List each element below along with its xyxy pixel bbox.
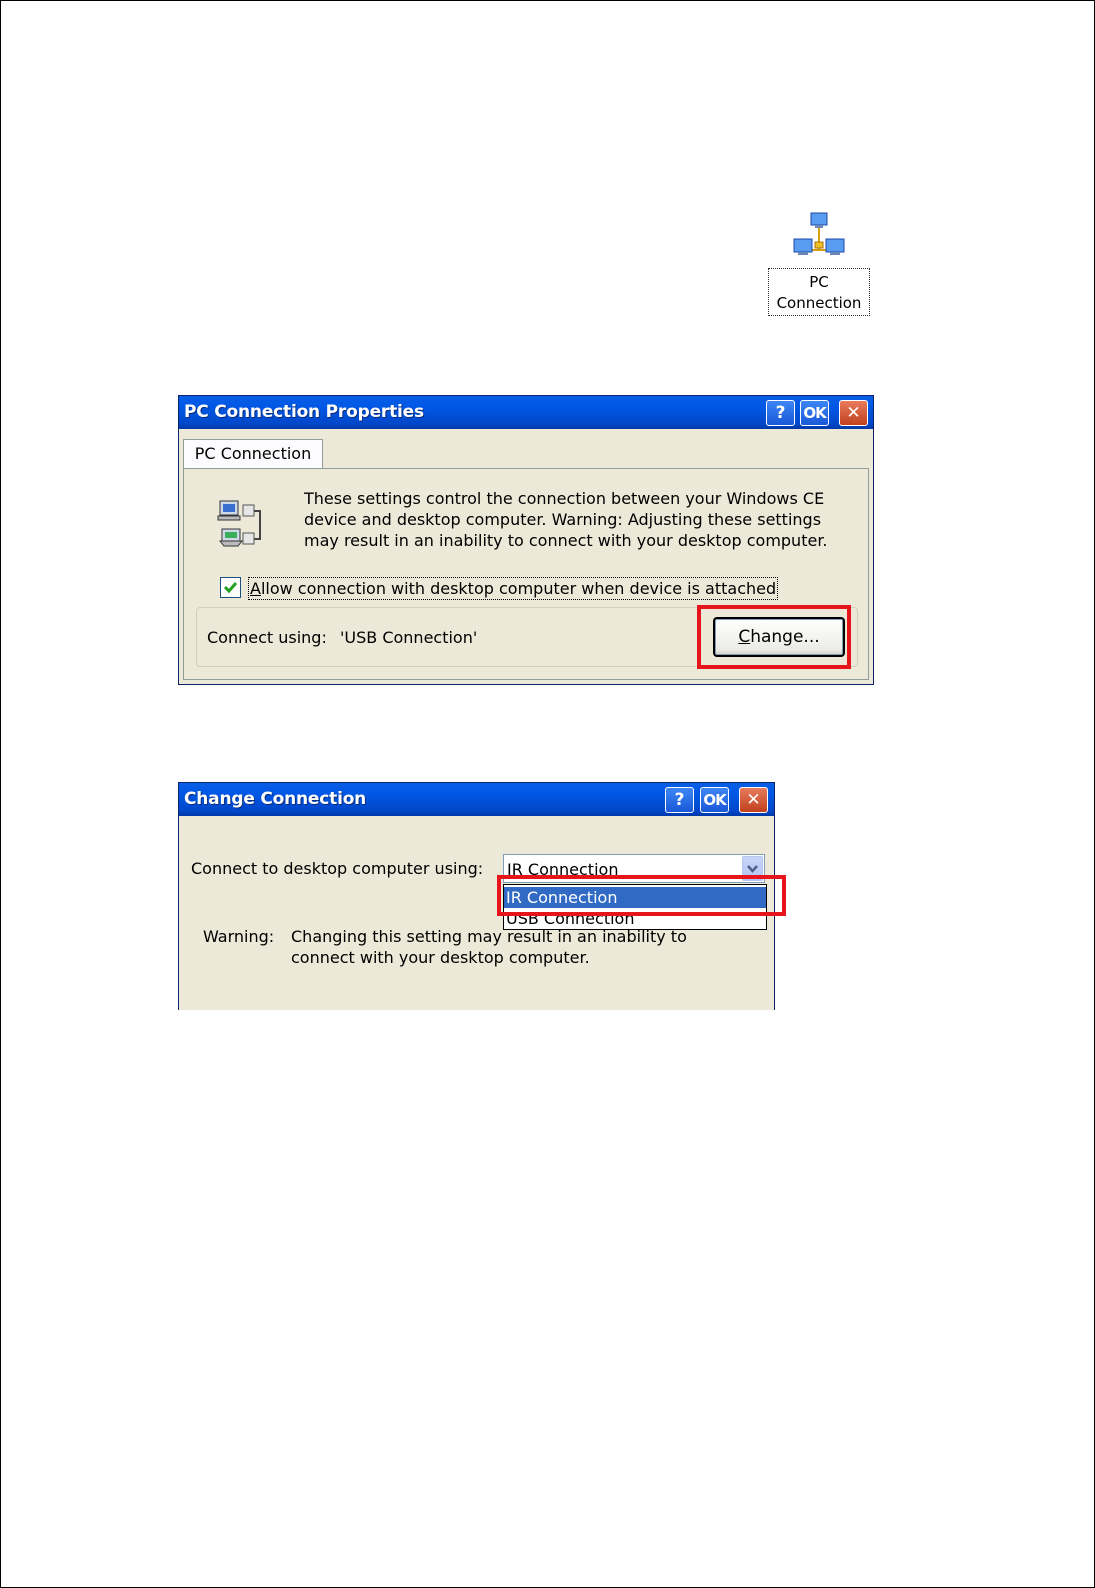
- help-button[interactable]: ?: [766, 400, 795, 426]
- window-title: Change Connection: [184, 789, 367, 809]
- connect-to-desktop-label: Connect to desktop computer using:: [191, 859, 484, 878]
- connect-using-label: Connect using:: [207, 628, 327, 647]
- ir-option-highlight: [497, 875, 786, 916]
- ok-button[interactable]: OK: [800, 400, 829, 426]
- option-usb-connection[interactable]: USB Connection: [506, 909, 635, 928]
- desktop-icon-caption: [768, 268, 870, 316]
- network-computers-icon: [789, 210, 849, 266]
- connection-select-value: IR Connection: [507, 860, 619, 879]
- close-button[interactable]: ✕: [839, 400, 868, 426]
- change-button-highlight: [697, 605, 851, 669]
- warning-text: Changing this setting may result in an inability to connect with your desktop computer.: [291, 927, 687, 967]
- checkmark-icon: [221, 578, 240, 597]
- info-text: These settings control the connection between your Windows CE device and desktop computer. Warning: Adjusting these settings may result in an inability to connect with your desktop computer.: [304, 489, 828, 550]
- allow-connection-checkbox[interactable]: [220, 577, 241, 598]
- window-title: PC Connection Properties: [184, 402, 424, 422]
- allow-connection-label[interactable]: Allow connection with desktop computer when device is attached: [250, 579, 777, 598]
- tab-pc-connection[interactable]: PC Connection: [183, 439, 323, 469]
- desktop-icon-label-line1: PC: [809, 273, 829, 291]
- title-bar[interactable]: [179, 396, 873, 429]
- pc-connection-icon: [216, 499, 264, 549]
- desktop-icon-label-line2: Connection: [776, 294, 862, 312]
- option-ir-connection[interactable]: IR Connection: [504, 887, 766, 908]
- ok-button[interactable]: OK: [700, 787, 729, 813]
- connect-using-value: 'USB Connection': [340, 628, 478, 647]
- pc-connection-desktop-icon[interactable]: [768, 210, 870, 312]
- change-button[interactable]: Change...: [713, 617, 845, 657]
- close-button[interactable]: ✕: [739, 787, 768, 813]
- warning-label: Warning:: [203, 927, 275, 946]
- help-button[interactable]: ?: [665, 787, 694, 813]
- title-bar[interactable]: [179, 783, 774, 816]
